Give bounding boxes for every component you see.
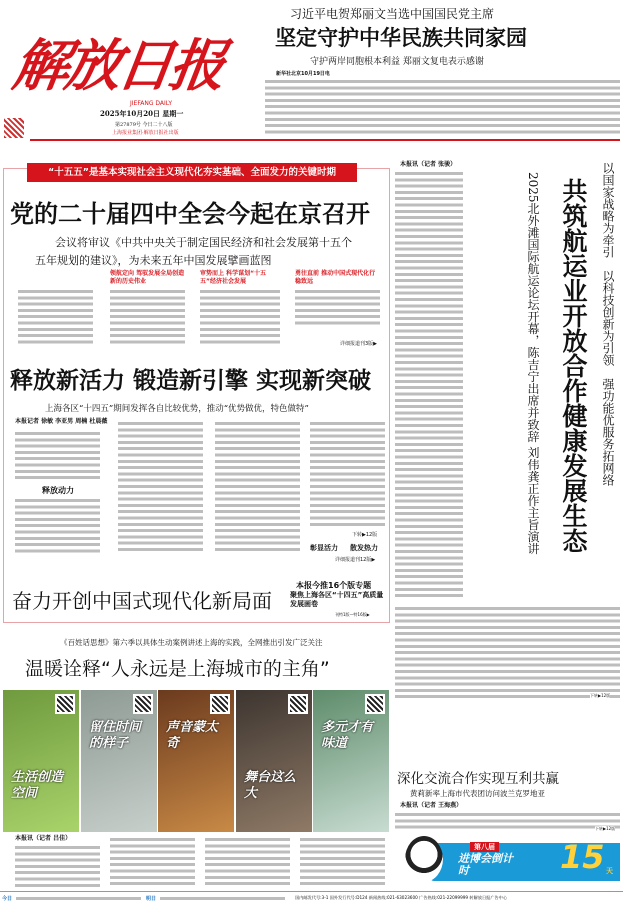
footer-tomorrow: 明日 — [146, 896, 157, 902]
plenum-more-link[interactable]: 详细报道刊3版▶ — [340, 341, 378, 347]
expo-label: 进博会倒计时 — [458, 852, 513, 877]
districts-col-2 — [118, 420, 203, 554]
qr-code[interactable] — [133, 694, 153, 714]
footer-today: 今日 — [2, 896, 13, 902]
districts-tag-2: 散发热力 — [350, 544, 378, 552]
shipping-taglines — [600, 162, 616, 502]
series-col-1 — [15, 844, 100, 888]
top-subhead: 守护两岸同胞根本利益 郑丽文复电表示感谢 — [310, 57, 484, 67]
districts-subhead: 上海各区“十四五”期间发挥各自比较优势，推动“优势做优，特色做特” — [45, 404, 309, 414]
shipping-byline: 本报讯（记者 张骏） — [400, 161, 457, 168]
districts-headline: 释放新活力 锻造新引擎 实现新突破 — [10, 368, 372, 394]
footer-tomorrow-weather — [160, 895, 285, 901]
photo-panel[interactable] — [313, 690, 389, 832]
expo-unit: 天 — [606, 867, 613, 875]
shipping-tagline-2: 以科技创新为引领 — [601, 270, 615, 366]
plenum-col-4-lead: 勇往直前 推动中国式现代化行稳致远 — [295, 270, 376, 285]
plenum-headline: 党的二十届四中全会今起在京召开 — [10, 200, 370, 228]
photo-title: 舞台这么大 — [244, 770, 297, 801]
top-kicker: 习近平电贺郑丽文当选中国国民党主席 — [290, 7, 495, 21]
series-headline: 温暖诠释“人永远是上海城市的主角” — [25, 658, 330, 680]
districts-col-4 — [310, 420, 385, 528]
exchange-body — [395, 811, 620, 830]
districts-col-1b — [15, 497, 100, 554]
shipping-tagline-3: 强功能优服务拓网络 — [601, 378, 615, 486]
plenum-col-3-lead: 审势而上 科学谋划“十五五”经济社会发展 — [200, 270, 267, 285]
plenum-subhead-1: 会议将审议《中共中央关于制定国民经济和社会发展第十五个 — [55, 236, 352, 249]
photo-title: 留住时间的样子 — [89, 720, 142, 751]
exchange-subhead: 黄莉新率上海市代表团访问波兰克罗地亚 — [410, 789, 545, 798]
series-col-4 — [300, 836, 385, 888]
footer-info: 国内邮发代号:3-1 国外发行代号:D124 新闻热线:021-63023600 广告热线:021-22099999 转解放日报广告中心 — [295, 895, 508, 900]
qr-code[interactable] — [55, 694, 75, 714]
shipping-tagline-1: 以国家战略为牵引 — [601, 162, 615, 258]
districts-continued[interactable]: 下转▶12版 — [352, 532, 378, 538]
expo-days: 15 — [560, 838, 605, 876]
photo-panel[interactable] — [158, 690, 234, 832]
series-col-2 — [110, 836, 195, 888]
districts-col-3 — [215, 420, 300, 554]
special-side-1: 本报今推16个版专题 — [296, 581, 372, 590]
masthead-logo: 解放日报 — [8, 33, 227, 99]
photo-title: 多元才有味道 — [321, 720, 374, 751]
top-dateline: 新华社北京10月19日电 — [276, 71, 330, 77]
shipping-subhead: 2025北外滩国际航运论坛开幕，陈吉宁出席并致辞 刘伟龚正作主旨演讲 — [526, 172, 540, 555]
exchange-byline: 本报讯（记者 王海燕） — [400, 802, 463, 809]
exchange-continued[interactable]: 下转▶12版 — [595, 826, 616, 831]
plenum-col-2 — [110, 288, 185, 344]
districts-col-1a — [15, 430, 100, 482]
series-col-3 — [205, 836, 290, 888]
issue-date: 2025年10月20日 星期一 — [100, 109, 184, 118]
masthead-english: JIEFANG DAILY — [130, 100, 172, 107]
special-side-2: 聚焦上海各区“十四五”高质量发展画卷 — [290, 591, 384, 608]
districts-more-link[interactable]: 详细报道刊12版▶ — [335, 557, 376, 563]
expo-edition: 第八届 — [470, 842, 499, 852]
footer-today-weather — [16, 895, 141, 901]
photo-panel[interactable] — [3, 690, 79, 832]
footer-rule — [0, 891, 623, 892]
qr-code[interactable] — [288, 694, 308, 714]
districts-tag-1: 彰显活力 — [310, 544, 338, 552]
publisher: 上海报业集团·解放日报社出版 — [112, 130, 179, 136]
districts-byline: 本报记者 徐敏 李亚男 周楠 杜晨薇 — [15, 418, 108, 425]
top-story-body — [265, 78, 620, 136]
qr-code[interactable] — [4, 118, 24, 138]
photo-panel[interactable] — [81, 690, 157, 832]
plenum-banner: “十五五”是基本实现社会主义现代化夯实基础、全面发力的关键时期 — [27, 163, 357, 182]
shipping-col-2 — [395, 605, 620, 699]
series-kicker: 《百姓话思想》第六季以具体生动案例讲述上海的实践，全网推出引发广泛关注 — [60, 638, 323, 647]
photo-title: 声音蒙太奇 — [166, 720, 219, 751]
plenum-col-1 — [18, 288, 93, 344]
photo-title: 生活创造空间 — [11, 770, 64, 801]
shipping-headline: 共筑航运业开放合作健康发展生态 — [559, 178, 588, 553]
shipping-col-1 — [395, 170, 463, 600]
issue-number: 第27879号 今日二十八版 — [115, 122, 173, 128]
shipping-continued[interactable]: 下转▶12版 — [590, 693, 611, 698]
plenum-col-3 — [200, 288, 280, 344]
exchange-headline: 深化交流合作实现互利共赢 — [397, 771, 559, 787]
special-headline: 奋力开创中国式现代化新局面 — [12, 589, 272, 613]
photo-panel[interactable] — [236, 690, 312, 832]
masthead-rule — [30, 139, 620, 141]
districts-section-title: 释放动力 — [42, 486, 74, 495]
plenum-subhead-2: 五年规划的建议》，为未来五年中国发展擘画蓝图 — [35, 254, 272, 267]
series-byline: 本报讯（记者 吕佳） — [15, 835, 72, 842]
plenum-col-2-lead: 领航定向 驾驭发展全局创造新的历史伟业 — [110, 270, 185, 285]
plenum-col-4 — [295, 288, 380, 328]
top-headline: 坚定守护中华民族共同家园 — [275, 26, 527, 50]
qr-code[interactable] — [365, 694, 385, 714]
qr-code[interactable] — [210, 694, 230, 714]
panda-mascot-icon — [405, 836, 443, 882]
special-more-link[interactable]: 刊特1版—特16版▶ — [335, 612, 370, 617]
